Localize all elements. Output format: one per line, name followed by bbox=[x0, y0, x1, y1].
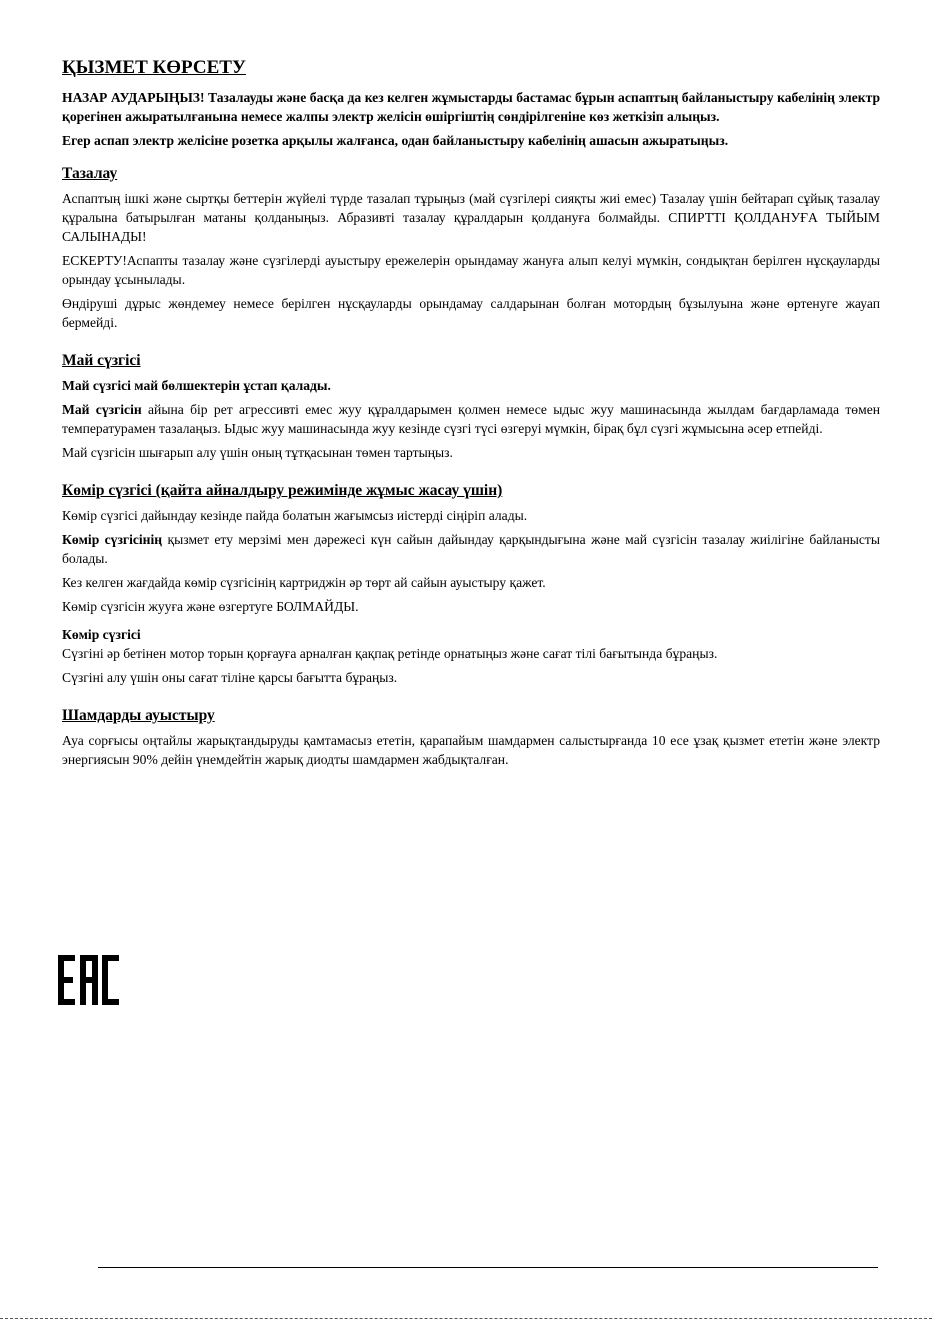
lamps-heading: Шамдарды ауыстыру bbox=[62, 707, 215, 724]
charcoal-filter-paragraph-5: Сүзгіні әр бетінен мотор торын қорғауға арналған қақпақ ретінде орнатыңыз және сағат тілі бағытында бұраңыз. bbox=[62, 646, 718, 661]
cleaning-heading: Тазалау bbox=[62, 165, 118, 182]
grease-filter-paragraph-2 bbox=[62, 400, 880, 438]
warning-unplug-paragraph: Егер аспап электр желісіне розетка арқылы жалғанса, одан байланыстыру кабелінің ашасын ажыратыңыз. bbox=[62, 133, 729, 148]
service-document bbox=[62, 56, 880, 774]
cleaning-paragraph-3: Өндіруші дұрыс жөндемеу немесе берілген нұсқауларды орындамау салдарынан болған мотордың бұзылуына және өртенуге жауап бермейді. bbox=[62, 296, 880, 330]
page-title: ҚЫЗМЕТ КӨРСЕТУ bbox=[62, 57, 246, 78]
footer-rule bbox=[98, 1267, 878, 1268]
page-bottom-edge bbox=[0, 1318, 932, 1319]
cleaning-paragraph-2: ЕСКЕРТУ!Аспапты тазалау және сүзгілерді ауыстыру ережелерін орындамау жануға алып келуі мүмкін, сондықтан берілген нұсқауларды орындау ұсынылады. bbox=[62, 253, 880, 287]
eac-mark-icon bbox=[58, 955, 119, 1005]
grease-filter-paragraph-1: Май сүзгісі май бөлшектерін ұстап қалады. bbox=[62, 378, 331, 393]
charcoal-filter-heading: Көмір сүзгісі (қайта айналдыру режимінде жұмыс жасау үшін) bbox=[62, 482, 503, 499]
lamps-paragraph: Ауа сорғысы оңтайлы жарықтандыруды қамтамасыз ететін, қарапайым шамдармен салыстырғанда 10 есе ұзақ қызмет ететін және электр энергиясын 90% дейін үнемдейтін жарық диодты шамдармен жабдықталған. bbox=[62, 733, 880, 767]
charcoal-filter-bold-lead: Көмір сүзгісінің bbox=[62, 532, 163, 547]
grease-filter-bold-lead: Май сүзгісін bbox=[62, 402, 142, 417]
charcoal-filter-paragraph-1: Көмір сүзгісі дайындау кезінде пайда болатын жағымсыз иістерді сіңіріп алады. bbox=[62, 508, 528, 523]
charcoal-filter-paragraph-6: Сүзгіні алу үшін оны сағат тіліне қарсы бағытта бұраңыз. bbox=[62, 670, 398, 685]
grease-filter-paragraph-2-text: айына бір рет агрессивті емес жуу құралдарымен қолмен немесе ыдыс жуу машинасында жылдам бағдарламада төмен температурамен тазалаңыз. Ыдыс жуу машинасында жуу кезінде сүзгі түсі өзгеруі мүмкін, бірақ бұл сүзгі жұмысына әсер етпейді. bbox=[62, 402, 881, 436]
charcoal-filter-paragraph-4: Көмір сүзгісін жууға және өзгертуге БОЛМАЙДЫ. bbox=[62, 599, 359, 614]
charcoal-filter-paragraph-2-text: қызмет ету мерзімі мен дәрежесі күн сайын дайындау қарқындығына және май сүзгісін тазалау жиілігіне байланысты болады. bbox=[62, 532, 880, 566]
grease-filter-paragraph-3: Май сүзгісін шығарып алу үшін оның тұтқасынан төмен тартыңыз. bbox=[62, 445, 453, 460]
charcoal-filter-paragraph-2 bbox=[62, 530, 880, 568]
warning-paragraph: НАЗАР АУДАРЫҢЫЗ! Тазалауды және басқа да кез келген жұмыстарды бастамас бұрын аспаптың байланыстыру кабелінің электр қорегінен ажыратылғанына немесе жалпы электр желісін өшіргіштің сөндірілгеніне көз жеткізіп алыңыз. bbox=[62, 90, 880, 124]
cleaning-paragraph-1: Аспаптың ішкі және сыртқы беттерін жүйелі түрде тазалап тұрыңыз (май сүзгілері сияқты жиі емес) Тазалау үшін бейтарап сұйық тазалау құралына батырылған матаны қолданыңыз. Абразивті тазалау құралдарын қолдануға болмайды. СПИРТТІ ҚОЛДАНУҒА ТЫЙЫМ САЛЫНАДЫ! bbox=[62, 191, 880, 244]
charcoal-filter-paragraph-3: Кез келген жағдайда көмір сүзгісінің картриджін әр төрт ай сайын ауыстыру қажет. bbox=[62, 575, 546, 590]
grease-filter-heading: Май сүзгісі bbox=[62, 352, 141, 369]
charcoal-filter-subheading: Көмір сүзгісі bbox=[62, 627, 141, 642]
